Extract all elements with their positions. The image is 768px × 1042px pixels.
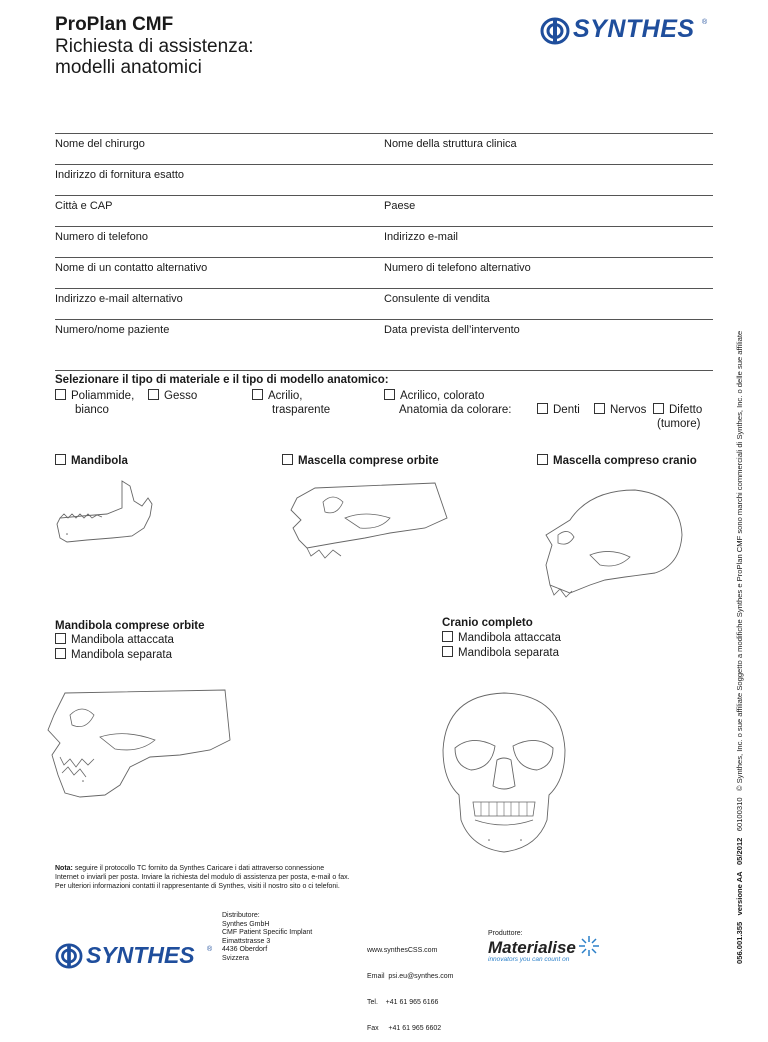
website-link[interactable]: www.synthesCSS.com [367, 947, 438, 955]
cranio-separate-option[interactable]: Mandibola separata [442, 646, 559, 660]
surgery-date-field[interactable]: Data prevista dell’intervento [384, 324, 520, 336]
divider [55, 226, 713, 227]
patient-field[interactable]: Numero/nome paziente [55, 324, 170, 336]
mandible-illustration [52, 476, 162, 546]
email-link[interactable]: Email psi.eu@synthes.com [367, 972, 454, 980]
divider [55, 133, 713, 134]
starburst-icon [578, 935, 600, 957]
alt-phone-field[interactable]: Numero di telefono alternativo [384, 262, 531, 274]
synthes-logo [540, 15, 710, 45]
mand-orbite-separate-option[interactable]: Mandibola separata [55, 648, 172, 662]
model-mandibola[interactable]: Mandibola [55, 454, 128, 467]
cranio-attached-checkbox[interactable] [442, 631, 453, 642]
difetto-option[interactable]: Difetto (tumore) [653, 403, 702, 431]
sales-rep-field[interactable]: Consulente di vendita [384, 293, 490, 305]
denti-checkbox[interactable] [537, 403, 548, 414]
mascella-orbite-checkbox[interactable] [282, 454, 293, 465]
acrilio-option[interactable]: Acrilio, trasparente [252, 389, 330, 417]
surgeon-field[interactable]: Nome del chirurgo [55, 138, 145, 150]
model-mascella-cranio[interactable]: Mascella compreso cranio [537, 454, 697, 467]
denti-option[interactable]: Denti [537, 403, 580, 417]
mand-orbite-separate-checkbox[interactable] [55, 648, 66, 659]
synthes-logo-text: SYNTHES [573, 15, 695, 43]
divider [55, 195, 713, 196]
contact-block: www.synthesCSS.com Email psi.eu@synthes.com Tel. +41 61 965 6166 Fax +41 61 965 6602 [367, 947, 454, 1032]
mandible-orbits-illustration [40, 685, 240, 800]
cranio-separate-checkbox[interactable] [442, 646, 453, 657]
note-text: Nota: seguire il protocollo TC fornito da Synthes Caricare i dati attraverso connessione Internet o inviarli per posta. Inviare la richiesta del modulo di assistenza per posta, e-mail o fax. Per ulteriori informazioni contatti il rappresentante di Synthes, visiti il nostro sito o ci telefoni. [55, 865, 350, 890]
registered-mark: ® [702, 19, 708, 26]
frontal-skull-illustration [437, 690, 572, 855]
polyamide-option[interactable]: Poliammide, bianco [55, 389, 134, 417]
model-mascella-orbite[interactable]: Mascella comprese orbite [282, 454, 439, 467]
difetto-checkbox[interactable] [653, 403, 664, 414]
city-field[interactable]: Città e CAP [55, 200, 113, 212]
nervos-option[interactable]: Nervos [594, 403, 646, 417]
producer-label: Produttore: [488, 930, 523, 937]
divider [55, 288, 713, 289]
cranio-attached-option[interactable]: Mandibola attaccata [442, 631, 561, 645]
clinic-field[interactable]: Nome della struttura clinica [384, 138, 517, 150]
mand-orbite-title: Mandibola comprese orbite [55, 620, 205, 632]
gesso-checkbox[interactable] [148, 389, 159, 400]
form-title: ProPlan CMF [55, 14, 174, 35]
mandibola-checkbox[interactable] [55, 454, 66, 465]
phone-field[interactable]: Numero di telefono [55, 231, 148, 243]
synthes-logo-icon [55, 943, 83, 969]
maxilla-orbits-illustration [285, 478, 455, 568]
address-field[interactable]: Indirizzo di fornitura esatto [55, 169, 185, 181]
mand-orbite-attached-checkbox[interactable] [55, 633, 66, 644]
cranio-title: Cranio completo [442, 617, 533, 629]
nervos-checkbox[interactable] [594, 403, 605, 414]
materialise-logo: Materialise innovators you can count on [488, 938, 576, 963]
acrilio-checkbox[interactable] [252, 389, 263, 400]
divider [55, 164, 713, 165]
mascella-cranio-checkbox[interactable] [537, 454, 548, 465]
acrilico-colorato-option[interactable]: Acrilico, colorato Anatomia da colorare: [384, 389, 512, 417]
country-field[interactable]: Paese [384, 200, 416, 212]
side-legal-text: 056.001.355 versione AA 05/2012 60100310 © Synthes, Inc. o sue affiliate Soggetto a modifiche Synthes e ProPlan CMF sono marchi commerciali di Synthes, Inc. o delle sue affiliate [735, 330, 744, 964]
alt-contact-field[interactable]: Nome di un contatto alternativo [55, 262, 208, 274]
divider [55, 370, 713, 371]
maxilla-cranium-illustration [540, 485, 690, 605]
alt-email-field[interactable]: Indirizzo e-mail alternativo [55, 293, 183, 305]
divider [55, 257, 713, 258]
footer-synthes-logo: SYNTHES ® [55, 942, 220, 970]
polyamide-checkbox[interactable] [55, 389, 66, 400]
synthes-logo-icon [540, 17, 570, 45]
divider [55, 319, 713, 320]
email-field[interactable]: Indirizzo e-mail [384, 231, 458, 243]
gesso-option[interactable]: Gesso [148, 389, 197, 403]
acrilico-colorato-checkbox[interactable] [384, 389, 395, 400]
form-subtitle: Richiesta di assistenza: modelli anatomici [55, 36, 254, 78]
mand-orbite-attached-option[interactable]: Mandibola attaccata [55, 633, 174, 647]
distributor-block: Distributore: Synthes GmbH CMF Patient Specific Implant Eimattstrasse 3 4436 Oberdorf Svizzera [222, 912, 313, 962]
material-section-title: Selezionare il tipo di materiale e il tipo di modello anatomico: [55, 374, 389, 386]
